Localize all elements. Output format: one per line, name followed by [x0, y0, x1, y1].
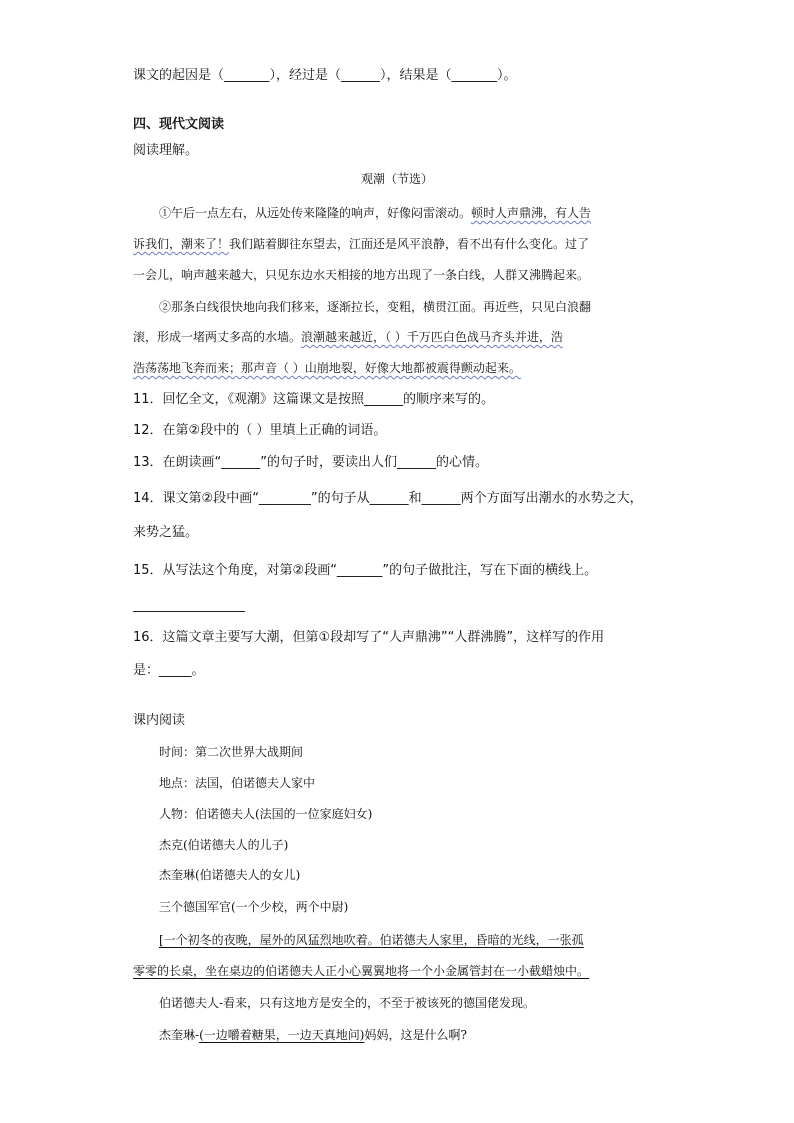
p1-line1-plain: ①午后一点左右，从远处传来隆隆的响声，好像闷雷滚动。	[159, 206, 472, 220]
question-14-line2: 来势之猛。	[133, 525, 199, 540]
jacqueline-speaker: 杰奎琳-	[159, 1028, 200, 1042]
passage-p2-line3: 浩荡荡地飞奔而来；那声音（ ）山崩地裂，好像大地都被震得颤动起来。	[133, 361, 521, 375]
passage-p2-line1: ②那条白线很快地向我们移来，逐渐拉长，变粗，横贯江面。再近些，只见白浪翻	[159, 300, 592, 314]
question-11: 11．回忆全文，《观潮》这篇课文是按照______的顺序来写的。	[133, 392, 495, 407]
jacqueline-action: (一边嚼着糖果，一边天真地问)	[199, 1028, 365, 1042]
reading-prompt: 阅读理解。	[133, 143, 199, 158]
question-16-line2: 是：_____。	[133, 663, 205, 678]
play-jacqueline: 杰奎琳(伯诺德夫人的女儿)	[159, 868, 301, 882]
question-13: 13．在朗读画“______”的句子时，要读出人们______的心情。	[133, 455, 489, 470]
play-jack: 杰克(伯诺德夫人的儿子)	[159, 838, 289, 852]
stage-direction-line2: 零零的长桌，坐在桌边的伯诺德夫人正小心翼翼地将一个小金属管封在一小截蜡烛中。	[133, 964, 590, 978]
play-characters: 人物：伯诺德夫人(法国的一位家庭妇女)	[159, 807, 373, 821]
intro-question: 课文的起因是（_______），经过是（______），结果是（_______）。	[133, 68, 517, 83]
stage-direction-line1: [一个初冬的夜晚，屋外的风猛烈地吹着。伯诺德夫人家里，昏暗的光线，一张孤	[159, 933, 584, 947]
jacqueline-words: 妈妈，这是什么啊?	[364, 1028, 467, 1042]
p2-line2-plain: 滚，形成一堵两丈多高的水墙。	[133, 330, 302, 344]
passage-p2-line2	[133, 328, 563, 346]
p1-line2-plain: 我们踮着脚往东望去，江面还是风平浪静，看不出有什么变化。过了	[229, 237, 590, 251]
play-time: 时间：第二次世界大战期间	[159, 745, 304, 759]
p2-line2-wavy: 浪潮越来越近，（ ）千万匹白色战马齐头并进，浩	[301, 330, 563, 344]
passage-p1-line2	[133, 235, 589, 253]
passage-p1-line3: 一会儿，响声越来越大，只见东边水天相接的地方出现了一条白线，人群又沸腾起来。	[133, 268, 590, 282]
question-15: 15．从写法这个角度，对第②段画“_______”的句子做批注，写在下面的横线上。	[133, 563, 598, 578]
question-12: 12．在第②段中的（ ）里填上正确的词语。	[133, 423, 387, 438]
play-heading: 课内阅读	[133, 713, 186, 728]
passage-p1-line1	[159, 204, 591, 222]
passage-title: 观潮（节选）	[360, 172, 433, 186]
play-place: 地点：法国，伯诺德夫人家中	[159, 776, 316, 790]
p1-line1-wavy: 顿时人声鼎沸，有人告	[471, 206, 592, 220]
p1-line2-wavy: 诉我们，潮来了！	[133, 237, 230, 251]
dialogue-mother: 伯诺德夫人-看来，只有这地方是安全的，不至于被该死的德国佬发现。	[159, 996, 536, 1010]
section-title: 四、现代文阅读	[133, 117, 225, 132]
answer-line-15[interactable]	[133, 611, 245, 612]
dialogue-jacqueline	[159, 1026, 467, 1044]
play-officers: 三个德国军官(一个少校，两个中尉)	[159, 900, 349, 914]
question-16-line1: 16．这篇文章主要写大潮，但第①段却写了“人声鼎沸”“人群沸腾”，这样写的作用	[133, 630, 605, 645]
question-14-line1: 14．课文第②段中画“________”的句子从______和______两个方面写出潮水的水势之大，	[133, 491, 643, 506]
